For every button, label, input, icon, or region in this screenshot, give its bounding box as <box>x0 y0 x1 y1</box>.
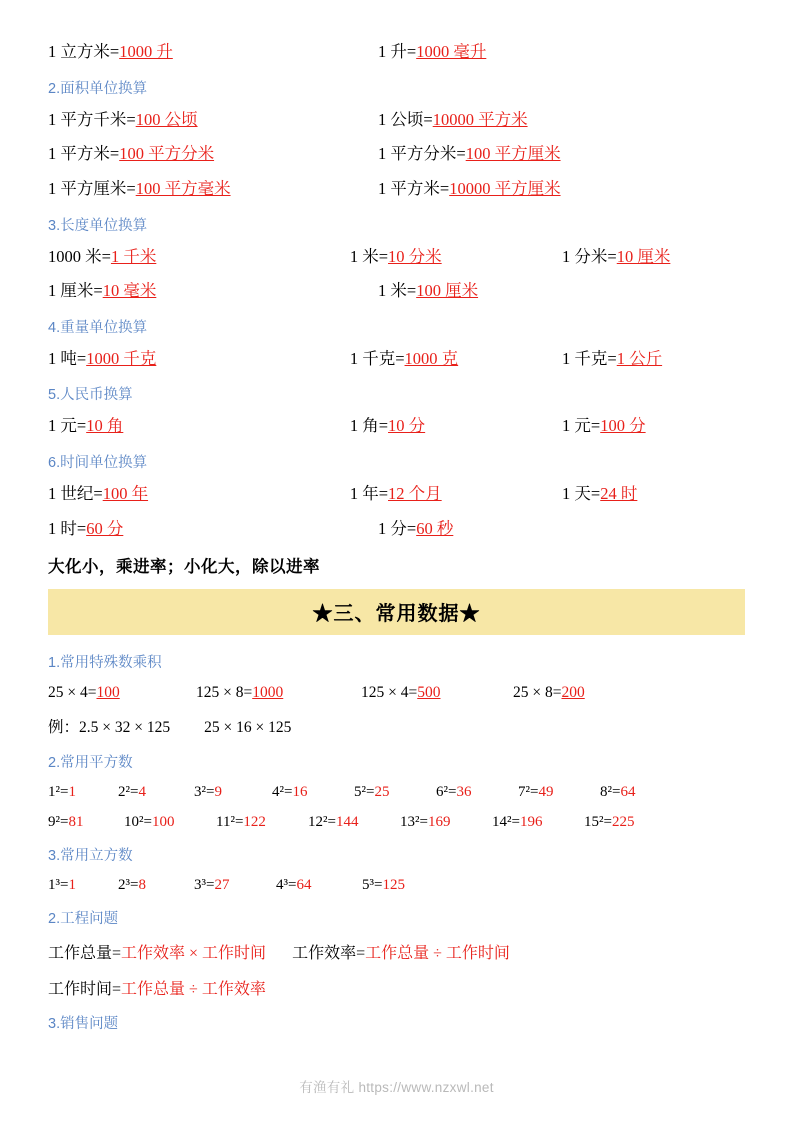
product-item <box>196 684 361 702</box>
unit-value: 10 厘米 <box>616 246 671 266</box>
square-row <box>48 784 745 801</box>
unit-value: 60 秒 <box>416 518 454 538</box>
product-value: 200 <box>561 684 585 702</box>
section-heading-time: 6.时间单位换算 <box>48 455 148 471</box>
unit-expression: 1 厘米= <box>48 281 103 301</box>
unit-cell <box>378 42 610 63</box>
cube-expression: 4³= <box>276 877 297 894</box>
unit-cell <box>48 349 350 370</box>
unit-expression: 1 升= <box>378 42 417 61</box>
unit-cell <box>378 179 610 200</box>
unit-cell <box>562 484 745 505</box>
square-value: 1 <box>68 784 76 801</box>
square-item <box>308 814 400 831</box>
product-item <box>48 684 196 702</box>
unit-cell <box>562 247 745 268</box>
section-heading-cubes: 3.常用立方数 <box>48 848 133 865</box>
unit-value: 100 分 <box>600 416 646 436</box>
unit-value: 12 个月 <box>388 484 442 503</box>
square-value: 225 <box>611 814 635 831</box>
square-value: 4 <box>138 784 146 801</box>
square-value: 16 <box>292 784 308 801</box>
unit-value: 1000 克 <box>404 348 459 368</box>
unit-expression: 1 米= <box>349 246 389 266</box>
cube-item <box>362 877 405 894</box>
unit-expression: 1 千克= <box>349 348 405 368</box>
cube-expression: 2³= <box>118 877 139 894</box>
square-item <box>48 814 124 831</box>
square-expression: 6²= <box>436 784 457 801</box>
cube-item <box>118 877 194 894</box>
product-item <box>361 684 513 702</box>
unit-cell <box>378 519 610 540</box>
product-item <box>513 684 585 702</box>
unit-value: 100 公顷 <box>135 109 198 129</box>
unit-cell <box>48 179 378 200</box>
unit-expression: 1 世纪= <box>48 484 103 503</box>
unit-expression: 1 元= <box>48 416 87 436</box>
product-expression: 25 × 4= <box>48 684 97 702</box>
square-item <box>518 784 600 801</box>
square-value: 36 <box>456 784 472 801</box>
unit-expression: 1 年= <box>349 484 389 503</box>
product-expression: 125 × 8= <box>196 684 253 702</box>
section-heading-sales: 3.销售问题 <box>48 1016 119 1033</box>
section-heading-area: 2.面积单位换算 <box>48 80 148 97</box>
product-value: 100 <box>96 684 120 702</box>
square-expression: 10²= <box>124 814 152 831</box>
square-expression: 15²= <box>584 814 612 831</box>
square-expression: 14²= <box>492 814 520 831</box>
unit-row <box>48 42 745 63</box>
square-item <box>118 784 194 801</box>
unit-cell <box>48 247 350 268</box>
square-item <box>400 814 492 831</box>
unit-cell <box>48 519 378 540</box>
unit-expression: 1 分= <box>378 518 417 538</box>
square-item <box>216 814 308 831</box>
cube-item <box>194 877 276 894</box>
formula-label: 工作时间= <box>48 981 122 999</box>
unit-row <box>48 110 745 131</box>
square-expression: 3²= <box>194 784 215 801</box>
unit-expression: 1 平方分米= <box>378 144 466 164</box>
section-heading-products: 1.常用特殊数乘积 <box>48 655 162 672</box>
unit-expression: 1 平方米= <box>378 178 450 198</box>
cube-item <box>276 877 362 894</box>
formula-row <box>48 976 745 999</box>
unit-row <box>48 519 745 540</box>
unit-value: 10 分米 <box>388 246 442 266</box>
square-expression: 13²= <box>400 814 428 831</box>
unit-row <box>48 179 745 200</box>
unit-cell <box>48 484 350 505</box>
unit-value: 10 角 <box>86 416 124 436</box>
unit-value: 100 平方厘米 <box>465 144 561 164</box>
cube-item <box>48 877 118 894</box>
square-expression: 12²= <box>308 814 336 831</box>
unit-value: 100 年 <box>102 484 149 503</box>
unit-expression: 1 角= <box>349 416 389 436</box>
square-item <box>354 784 436 801</box>
square-value: 81 <box>68 814 84 831</box>
unit-cell <box>48 281 378 302</box>
product-value: 1000 <box>252 684 284 702</box>
unit-row <box>48 247 745 268</box>
unit-cell <box>350 349 562 370</box>
product-expression: 125 × 4= <box>361 684 418 702</box>
unit-expression: 1 平方米= <box>48 144 120 164</box>
square-value: 64 <box>620 784 636 801</box>
unit-cell <box>562 349 745 370</box>
section-heading-weight: 4.重量单位换算 <box>48 319 148 336</box>
example-row <box>48 715 745 737</box>
product-row <box>48 684 745 702</box>
unit-expression: 1 平方厘米= <box>48 178 136 198</box>
unit-row <box>48 281 745 302</box>
square-value: 9 <box>214 784 222 801</box>
unit-cell <box>48 42 378 63</box>
square-item <box>194 784 272 801</box>
unit-cell <box>48 144 378 165</box>
unit-cell <box>48 416 350 437</box>
unit-value: 1000 千克 <box>86 348 157 368</box>
unit-cell <box>378 110 610 131</box>
cube-row <box>48 877 745 894</box>
square-value: 49 <box>538 784 554 801</box>
square-item <box>584 814 634 831</box>
square-value: 25 <box>374 784 390 801</box>
square-expression: 5²= <box>354 784 375 801</box>
unit-row <box>48 349 745 370</box>
unit-value: 24 时 <box>600 484 638 503</box>
unit-row <box>48 416 745 437</box>
cube-expression: 1³= <box>48 877 69 894</box>
square-expression: 9²= <box>48 814 69 831</box>
unit-cell <box>378 281 610 302</box>
square-expression: 1²= <box>48 784 69 801</box>
unit-expression: 1 吨= <box>48 348 87 368</box>
unit-expression: 1000 米= <box>48 246 111 266</box>
unit-expression: 1 元= <box>562 416 601 436</box>
square-item <box>492 814 584 831</box>
unit-value: 1000 升 <box>119 42 173 61</box>
unit-cell <box>350 484 562 505</box>
unit-value: 1 千米 <box>110 246 157 266</box>
unit-value: 10 分 <box>388 416 426 436</box>
unit-value: 1 公斤 <box>616 348 663 368</box>
unit-cell <box>350 416 562 437</box>
cube-value: 27 <box>214 877 230 894</box>
cube-expression: 3³= <box>194 877 215 894</box>
formula-value: 工作效率 × 工作时间 <box>121 945 267 963</box>
unit-value: 100 平方分米 <box>119 144 215 164</box>
square-expression: 2²= <box>118 784 139 801</box>
unit-expression: 1 平方千米= <box>48 109 136 129</box>
unit-expression: 1 天= <box>562 484 601 503</box>
unit-expression: 1 公顷= <box>378 109 433 129</box>
unit-value: 100 平方毫米 <box>135 178 231 198</box>
square-expression: 7²= <box>518 784 539 801</box>
section-heading-squares: 2.常用平方数 <box>48 755 133 772</box>
unit-cell <box>48 110 378 131</box>
square-item <box>48 784 118 801</box>
unit-expression: 1 千克= <box>562 348 617 368</box>
cube-value: 125 <box>382 877 405 894</box>
product-expression: 25 × 8= <box>513 684 562 702</box>
section-heading-length: 3.长度单位换算 <box>48 217 148 234</box>
square-item <box>600 784 635 801</box>
formula-row <box>48 940 745 963</box>
unit-value: 10 毫米 <box>102 281 157 301</box>
unit-expression: 1 时= <box>48 518 87 538</box>
unit-value: 10000 平方米 <box>432 109 528 129</box>
cube-value: 8 <box>138 877 146 894</box>
square-value: 122 <box>243 814 266 831</box>
formula-value: 工作总量 ÷ 工作时间 <box>365 945 510 963</box>
square-item <box>272 784 354 801</box>
square-row <box>48 814 745 831</box>
section-heading-money: 5.人民币换算 <box>48 387 133 404</box>
section-heading-work: 2.工程问题 <box>48 911 119 928</box>
unit-value: 60 分 <box>86 518 124 538</box>
square-value: 169 <box>427 814 451 831</box>
cube-value: 64 <box>296 877 312 894</box>
watermark: 有渔有礼 https://www.nzxwl.net <box>299 1080 494 1095</box>
unit-expression: 1 米= <box>378 281 417 301</box>
product-value: 500 <box>417 684 441 702</box>
unit-cell <box>562 416 745 437</box>
square-expression: 4²= <box>272 784 293 801</box>
unit-cell <box>378 144 610 165</box>
square-item <box>124 814 216 831</box>
unit-cell <box>350 247 562 268</box>
section-banner: ★三、常用数据★ <box>48 589 745 635</box>
cube-expression: 5³= <box>362 877 383 894</box>
square-item <box>436 784 518 801</box>
square-expression: 8²= <box>600 784 621 801</box>
cube-value: 1 <box>68 877 76 894</box>
square-expression: 11²= <box>216 814 244 831</box>
square-value: 144 <box>335 814 359 831</box>
unit-row <box>48 144 745 165</box>
example-expression-2: 25 × 16 × 125 <box>204 719 292 737</box>
formula-label: 工作效率= <box>292 945 366 963</box>
unit-row <box>48 484 745 505</box>
unit-value: 10000 平方厘米 <box>449 178 561 198</box>
formula-value: 工作总量 ÷ 工作效率 <box>121 981 266 999</box>
unit-value: 1000 毫升 <box>416 42 487 61</box>
example-expression: 例：2.5 × 32 × 125 <box>48 719 171 737</box>
conversion-note: 大化小，乘进率；小化大，除以进率 <box>48 557 320 577</box>
square-value: 100 <box>151 814 175 831</box>
unit-expression: 1 分米= <box>562 246 617 266</box>
formula-label: 工作总量= <box>48 945 122 963</box>
square-value: 196 <box>519 814 543 831</box>
unit-value: 100 厘米 <box>416 281 479 301</box>
unit-expression: 1 立方米= <box>48 42 120 61</box>
